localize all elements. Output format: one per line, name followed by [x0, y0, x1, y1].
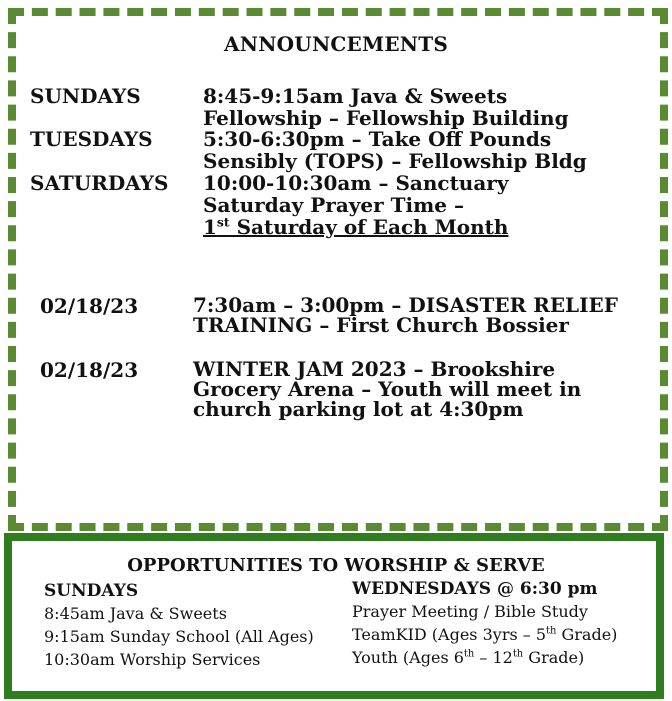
sunday-item: 9:15am Sunday School (All Ages) — [44, 627, 314, 646]
opportunities-title: OPPORTUNITIES TO WORSHIP & SERVE — [127, 555, 545, 576]
announcements-title: ANNOUNCEMENTS — [224, 32, 448, 56]
sunday-item: 10:30am Worship Services — [44, 650, 261, 669]
wednesday-item: Youth (Ages 6th – 12th Grade) — [352, 648, 585, 667]
wednesday-item: TeamKID (Ages 3yrs – 5th Grade) — [352, 625, 618, 644]
day-tuesdays: TUESDAYS — [30, 127, 153, 151]
tuesdays-description: 5:30-6:30pm – Take Off Pounds Sensibly (TOPS) – Fellowship Bldg — [203, 127, 587, 173]
wednesday-item: Prayer Meeting / Bible Study — [352, 602, 588, 621]
sunday-item: 8:45am Java & Sweets — [44, 604, 227, 623]
event-winter-jam: WINTER JAM 2023 – Brookshire Grocery Arena – Youth will meet in church parking lot at 4:30pm — [193, 357, 582, 421]
saturdays-description: 10:00-10:30am – Sanctuary Saturday Prayer Time – 1st Saturday of Each Month — [203, 171, 509, 239]
event-date: 02/18/23 — [40, 358, 139, 382]
event-date: 02/18/23 — [40, 294, 139, 318]
sundays-description: 8:45-9:15am Java & Sweets Fellowship – Fellowship Building — [203, 84, 569, 130]
event-disaster-relief: 7:30am – 3:00pm – DISASTER RELIEF TRAINING – First Church Bossier — [193, 293, 618, 337]
day-sundays: SUNDAYS — [30, 84, 141, 108]
first-saturday-note: 1st Saturday of Each Month — [203, 214, 509, 239]
day-saturdays: SATURDAYS — [30, 171, 169, 195]
wednesdays-heading: WEDNESDAYS @ 6:30 pm — [352, 579, 598, 599]
sundays-heading: SUNDAYS — [44, 581, 139, 601]
